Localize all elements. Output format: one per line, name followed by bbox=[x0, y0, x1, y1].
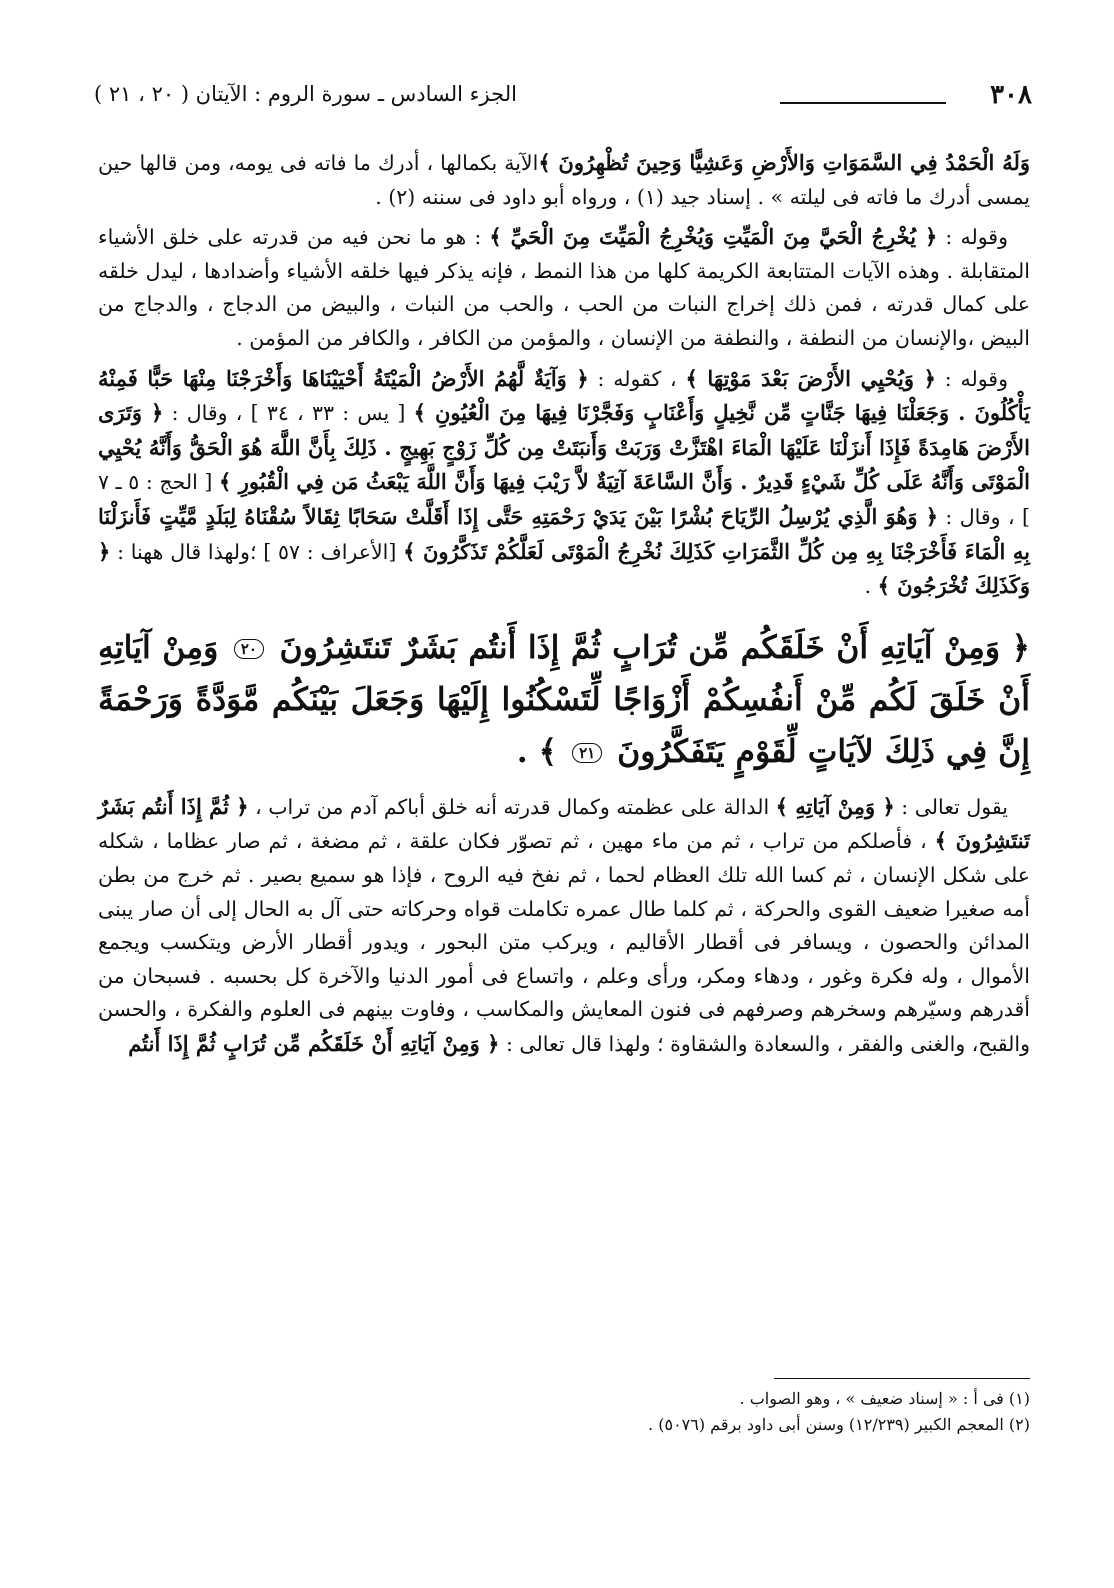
quran-quote: ﴿ ثُمَّ إِذَا أَنتُم بَشَرٌ تَنتَشِرُونَ ﴾ bbox=[98, 793, 1030, 854]
text-run: يقول تعالى : bbox=[894, 794, 1008, 819]
text-run: . bbox=[864, 574, 878, 599]
paragraph bbox=[98, 362, 1030, 604]
running-title: الجزء السادس ـ سورة الروم : الآيتان ( ٢٠ ، ٢١ ) bbox=[94, 82, 517, 106]
quran-quote: ﴿ وَكَذَلِكَ تُخْرَجُونَ ﴾ bbox=[98, 538, 1030, 599]
text-run: الآية بكمالها ، أدرك ما فاته فى يومه، ومن قالها حين يمسى أدرك ما فاته فى ليلته » . إسناد جيد (١) ، ورواه أبو داود فى سننه (٢) . bbox=[98, 151, 1030, 209]
quran-quote: ﴿ يُخْرِجُ الْحَيَّ مِنَ الْمَيِّتِ وَيُخْرِجُ الْمَيِّتَ مِنَ الْحَيِّ ﴾ bbox=[489, 224, 938, 250]
quran-quote: ﴿ وَهُوَ الَّذِي يُرْسِلُ الرِّيَاحَ بُشْرًا بَيْنَ يَدَيْ رَحْمَتِهِ حَتَّى إِذَا أَقَلَّتْ سَحَابًا ثِقَالاً سُقْنَاهُ لِبَلَدٍ مَّيِّتٍ فَأَنزَلْنَا بِهِ الْمَاءَ فَأَخْرَجْنَا بِهِ مِن كُلِّ الثَّمَرَاتِ كَذَلِكَ نُخْرِجُ الْمَوْتَى لَعَلَّكُمْ تَذَكَّرُونَ ﴾ bbox=[98, 503, 1031, 564]
text-run: الدالة على عظمته وكمال قدرته أنه خلق أباكم آدم من تراب ، bbox=[248, 794, 776, 819]
text-run: [ يس : ٣٣ ، ٣٤ ] ، وقال : bbox=[163, 401, 414, 426]
paragraph bbox=[98, 146, 1030, 214]
verse-close-bracket: ﴾ . bbox=[516, 732, 558, 770]
verse-number-20: ٢٠ bbox=[234, 639, 264, 659]
paragraph bbox=[98, 220, 1030, 355]
footnotes bbox=[98, 1386, 1030, 1438]
page-header bbox=[94, 78, 1032, 118]
footnote-rule bbox=[774, 1378, 1030, 1379]
header-rule bbox=[780, 102, 946, 104]
text-run: ، كقوله : bbox=[588, 366, 686, 391]
main-text bbox=[98, 146, 1030, 1067]
text-run: وقوله : bbox=[935, 366, 1009, 391]
verse-20-text: ﴿ وَمِنْ آيَاتِهِ أَنْ خَلَقَكُم مِّن تُرَابٍ ثُمَّ إِذَا أَنتُم بَشَرٌ تَنتَشِرُونَ bbox=[279, 628, 1031, 666]
verse-21-text: وَمِنْ آيَاتِهِ أَنْ خَلَقَ لَكُم مِّنْ أَنفُسِكُمْ أَزْوَاجًا لِّتَسْكُنُوا إِلَيْهَا وَجَعَلَ بَيْنَكُم مَّوَدَّةً وَرَحْمَةً إِنَّ فِي ذَلِكَ لآيَاتٍ لِّقَوْمٍ يَتَفَكَّرُونَ bbox=[98, 628, 1030, 770]
quran-quote: ﴿ وَيُحْيِي الأَرْضَ بَعْدَ مَوْتِهَا ﴾ bbox=[685, 365, 936, 391]
footnote-2: (٢) المعجم الكبير (١٢/٢٣٩) وسنن أبى داود برقم (٥٠٧٦) . bbox=[648, 1415, 1030, 1434]
page-number: ٣٠٨ bbox=[990, 80, 1032, 110]
text-run: [الأعراف : ٥٧ ] ؛ولهذا قال ههنا : bbox=[110, 539, 404, 564]
verse-number-21: ٢١ bbox=[572, 743, 602, 763]
quran-quote: ﴿ وَمِنْ آيَاتِهِ ﴾ bbox=[775, 793, 895, 819]
text-run: : هو ما نحن فيه من قدرته على خلق الأشياء المتقابلة . وهذه الآيات المتتابعة الكريمة كلها من هذا النمط ، فإنه يذكر فيها خلقه الأشياء وأضدادها ، ليدل خلقه على كمال قدرته ، فمن ذلك إخراج النبات من الحب ، والحب من النبات ، والبيض من الدجاج ، والدجاج من البيض ،والإنسان من النطفة ، والنطفة من الإنسان ، والمؤمن من الكافر ، والكافر من المؤمن . bbox=[98, 225, 1030, 350]
text-run: ، فأصلكم من تراب ، ثم من ماء مهين ، ثم تصوّر فكان علقة ، ثم مضغة ، ثم صار عظاما ، شكله على شكل الإنسان ، ثم كسا الله تلك العظام لحما ، ثم نفخ فيه الروح ، فإذا هو سميع بصير . ثم خرج من بطن أمه صغيرا ضعيف القوى والحركة ، ثم كلما طال عمره تكاملت قواه وحركاته حتى آل به الحال إلى أن صار يبنى المدائن والحصون ، ويسافر فى أقطار الأقاليم ، ويركب متن البحور ، ويدور أقطار الأرض ويتكسب ويجمع الأموال ، وله فكرة وغور ، ودهاء ومكر، ورأى وعلم ، واتساع فى أمور الدنيا والآخرة كل بحسبه . فسبحان من أقدرهم وسيّرهم وسخرهم وصرفهم فى فنون المعايش والمكاسب ، وفاوت بينهم فى العلوم والفكرة ، والحسن والقبح، والغنى والفقر ، والسعادة والشقاوة ؛ ولهذا قال تعالى : bbox=[98, 829, 1030, 1056]
quran-verses-block bbox=[98, 622, 1030, 778]
quran-quote: ﴿ وَآيَةٌ لَّهُمُ الأَرْضُ الْمَيْتَةُ أَحْيَيْنَاهَا وَأَخْرَجْنَا مِنْهَا حَبًّا فَمِنْهُ يَأْكُلُونَ . وَجَعَلْنَا فِيهَا جَنَّاتٍ مِّن نَّخِيلٍ وَأَعْنَابٍ وَفَجَّرْنَا فِيهَا مِنَ الْعُيُونِ ﴾ bbox=[98, 365, 1030, 426]
quran-quote: ﴿ وَمِنْ آيَاتِهِ أَنْ خَلَقَكُم مِّن تُرَابٍ ثُمَّ إِذَا أَنتُم bbox=[128, 1030, 500, 1056]
text-run: [ الحج : ٥ ـ ٧ ] ، وقال : bbox=[98, 470, 1030, 529]
quran-quote: ﴿ وَتَرَى الأَرْضَ هَامِدَةً فَإِذَا أَنزَلْنَا عَلَيْهَا الْمَاءَ اهْتَزَّتْ وَرَبَتْ وَأَنبَتَتْ مِن كُلِّ زَوْجٍ بَهِيجٍ . ذَلِكَ بِأَنَّ اللَّهَ هُوَ الْحَقُّ وَأَنَّهُ يُحْيِي الْمَوْتَى وَأَنَّهُ عَلَى كُلِّ شَيْءٍ قَدِيرٌ . وَأَنَّ السَّاعَةَ آتِيَةٌ لاَّ رَيْبَ فِيهَا وَأَنَّ اللَّهَ يَبْعَثُ مَن فِي الْقُبُورِ ﴾ bbox=[98, 400, 1030, 495]
footnote-1: (١) فى أ : « إسناد ضعيف » ، وهو الصواب . bbox=[739, 1389, 1030, 1408]
quran-quote: وَلَهُ الْحَمْدُ فِي السَّمَوَاتِ وَالأَرْضِ وَعَشِيًّا وَحِينَ تُظْهِرُونَ ﴾ bbox=[538, 150, 1030, 175]
text-run: وقوله : bbox=[937, 225, 1008, 250]
commentary-paragraph bbox=[98, 790, 1030, 1062]
